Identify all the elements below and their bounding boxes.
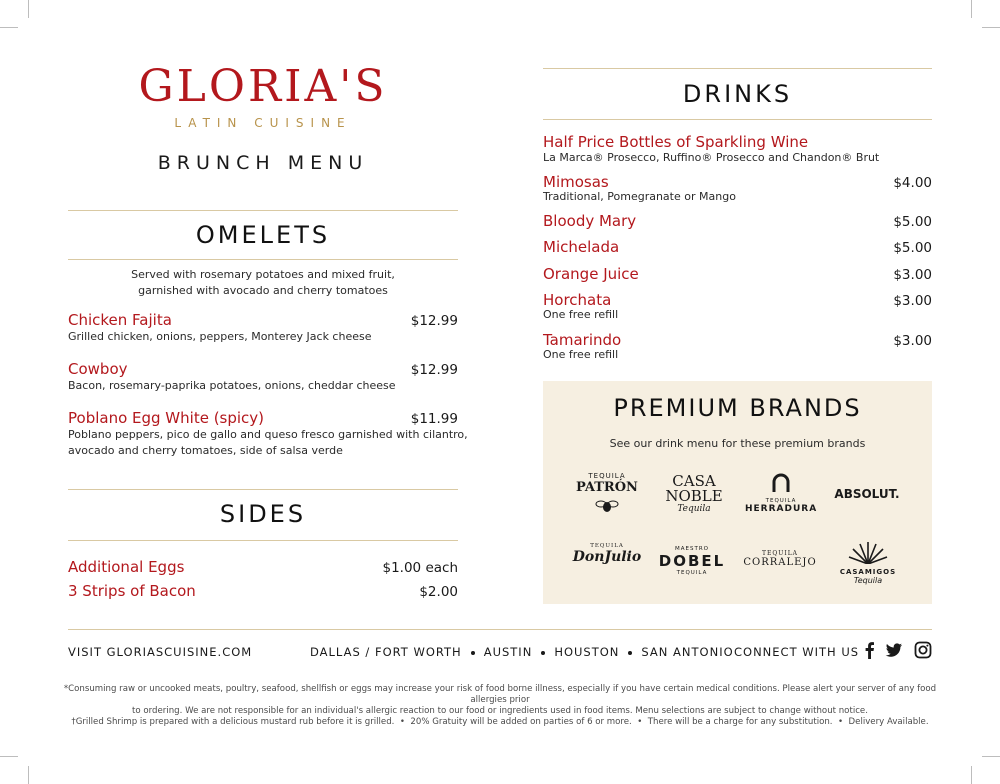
menu-title: BRUNCH MENU (157, 152, 369, 174)
connect-label: CONNECT WITH US (734, 645, 860, 659)
separator-dot (471, 651, 475, 655)
facebook-icon[interactable] (861, 641, 879, 659)
menu-item-price: $2.00 (419, 584, 458, 600)
logo-text: DonJulio (572, 549, 642, 565)
premium-heading: PREMIUM BRANDS (613, 394, 862, 422)
disclaimer-line: to ordering. We are not responsible for an individual's allergic reaction to our food or ingredients used in food items. Menu selections are subject to change without notice. (132, 706, 868, 716)
city-name: SAN ANTONIO (641, 645, 734, 659)
menu-item-name: Bloody Mary (543, 212, 637, 230)
menu-item-desc: One free refill (543, 308, 619, 321)
instagram-icon[interactable] (914, 641, 932, 659)
absolut-logo (832, 487, 902, 501)
omelets-heading: OMELETS (195, 221, 331, 249)
menu-item-desc: Traditional, Pomegranate or Mango (543, 190, 736, 203)
city-name: DALLAS / FORT WORTH (310, 645, 462, 659)
section-rule (68, 259, 458, 260)
menu-item-name: Tamarindo (543, 331, 622, 349)
logo-tagline: LATIN CUISINE (174, 116, 352, 130)
logo-text: TEQUILA (590, 543, 624, 549)
bullet: • (832, 717, 849, 727)
horseshoe-icon (770, 472, 792, 494)
logo-text: MAESTRO (675, 546, 709, 552)
menu-item-name: Additional Eggs (68, 558, 185, 576)
menu-item-price: $12.99 (410, 362, 458, 378)
section-rule (543, 68, 932, 69)
crop-mark (28, 0, 29, 18)
omelets-note (68, 267, 458, 299)
disclaimer-note: 20% Gratuity will be added on parties of 6 or more. (410, 717, 632, 727)
menu-item-price: $3.00 (893, 293, 932, 309)
logo-text: Tequila (677, 504, 711, 514)
crop-mark (28, 766, 29, 784)
logo-text: NOBLE (665, 487, 723, 505)
website-link[interactable]: VISIT GLORIASCUISINE.COM (68, 645, 253, 659)
crop-mark (982, 756, 1000, 757)
casamigos-logo (833, 540, 903, 585)
bee-icon (595, 498, 619, 514)
menu-item-name: Orange Juice (543, 265, 639, 283)
menu-item-name: Poblano Egg White (spicy) (68, 409, 265, 427)
logo-text: CORRALEJO (743, 557, 817, 568)
logo-text: CASA (672, 472, 716, 490)
bullet: • (394, 717, 411, 727)
logo-text: HERRADURA (745, 504, 818, 514)
menu-item-name: Mimosas (543, 173, 609, 191)
agave-icon (848, 540, 888, 564)
disclaimer-note: †Grilled Shrimp is prepared with a delicious mustard rub before it is grilled. (71, 717, 395, 727)
crop-mark (971, 766, 972, 784)
menu-item-desc-line: avocado and cherry tomatoes, side of salsa verde (68, 444, 343, 457)
separator-dot (628, 651, 632, 655)
menu-item-desc: Bacon, rosemary-paprika potatoes, onions, cheddar cheese (68, 379, 396, 392)
menu-item-name: Michelada (543, 238, 620, 256)
herradura-logo (745, 472, 817, 514)
menu-item-price: $3.00 (893, 267, 932, 283)
casa-noble-logo (662, 474, 726, 514)
drinks-heading: DRINKS (682, 80, 793, 108)
logo-text: Tequila (853, 576, 883, 585)
disclaimer-notes (60, 717, 940, 728)
crop-mark (971, 0, 972, 18)
city-list (310, 645, 734, 659)
footer-rule (68, 629, 932, 630)
section-rule (68, 489, 458, 490)
omelets-note-line: Served with rosemary potatoes and mixed fruit, (131, 268, 395, 281)
menu-item-name: Cowboy (68, 360, 128, 378)
menu-item-price: $1.00 each (382, 560, 458, 576)
menu-item-name: Chicken Fajita (68, 311, 172, 329)
menu-item-desc: Grilled chicken, onions, peppers, Monterey Jack cheese (68, 330, 372, 343)
crop-mark (0, 27, 18, 28)
brand-block (68, 62, 458, 174)
logo-text: CASAMIGOS (839, 568, 897, 576)
disclaimer-note: Delivery Available. (848, 717, 929, 727)
twitter-icon[interactable] (885, 641, 903, 659)
crop-mark (0, 756, 18, 757)
dobel-logo (652, 546, 732, 576)
disclaimer-note: There will be a charge for any substitution. (647, 717, 833, 727)
omelets-note-line: garnished with avocado and cherry tomatoes (138, 284, 388, 297)
menu-item-price: $4.00 (893, 175, 932, 191)
menu-item-desc: La Marca® Prosecco, Ruffino® Prosecco and Chandon® Brut (543, 151, 880, 164)
logo-text: TEQUILA (761, 550, 799, 557)
logo-name: GLORIA'S (138, 61, 388, 112)
don-julio-logo (571, 543, 643, 565)
section-rule (68, 540, 458, 541)
menu-item-name: 3 Strips of Bacon (68, 582, 196, 600)
logo-text: TEQUILA (588, 472, 626, 480)
patron-logo (572, 472, 642, 518)
menu-item-name: Horchata (543, 291, 612, 309)
disclaimer-line: *Consuming raw or uncooked meats, poultry, seafood, shellfish or eggs may increase your risk of food borne illness, especially if you have certain medical conditions. Please alert your server of any food allergies prior (63, 684, 937, 705)
city-name: AUSTIN (483, 645, 533, 659)
logo-text: DOBEL (658, 552, 726, 570)
logo-text: ABSOLUT. (834, 487, 900, 501)
menu-item-price: $5.00 (893, 240, 932, 256)
crop-mark (982, 27, 1000, 28)
menu-item-price: $5.00 (893, 214, 932, 230)
city-name: HOUSTON (554, 645, 620, 659)
logo-text: PATRÓN (576, 480, 638, 495)
separator-dot (541, 651, 545, 655)
menu-item-price: $3.00 (893, 333, 932, 349)
premium-subtitle: See our drink menu for these premium brands (609, 437, 866, 450)
bullet: • (631, 717, 648, 727)
logo-text: TEQUILA (676, 570, 708, 576)
menu-item-desc-line: Poblano peppers, pico de gallo and queso fresco garnished with cilantro, (68, 428, 468, 441)
section-rule (543, 119, 932, 120)
disclaimer (60, 684, 940, 728)
menu-item-name: Half Price Bottles of Sparkling Wine (543, 133, 809, 151)
menu-item-desc (68, 427, 468, 459)
menu-item-desc: One free refill (543, 348, 619, 361)
logo-text: TEQUILA (765, 498, 797, 504)
sides-heading: SIDES (219, 500, 307, 528)
section-rule (68, 210, 458, 211)
menu-item-price: $12.99 (410, 313, 458, 329)
menu-item-price: $11.99 (410, 411, 458, 427)
corralejo-logo (740, 550, 820, 568)
